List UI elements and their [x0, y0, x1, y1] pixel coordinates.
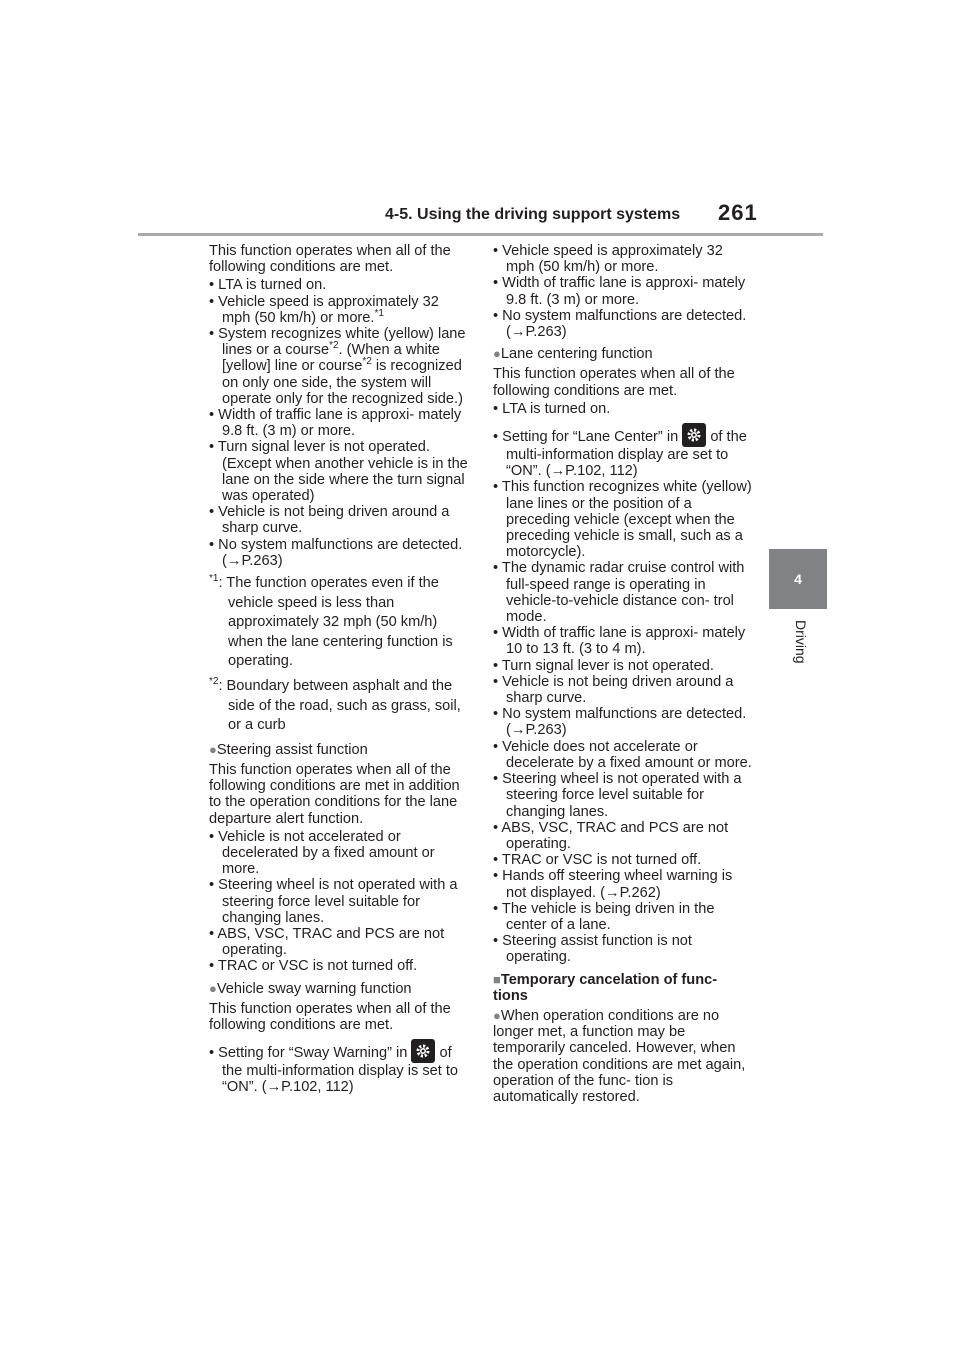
section-heading: ●Vehicle sway warning function — [209, 980, 412, 997]
bullet-circle-icon: ● — [493, 1007, 501, 1023]
list-item: • Steering wheel is not operated with a steering force level suitable for changing lanes. — [493, 771, 742, 820]
list-item: • Steering assist function is not operating. — [493, 933, 692, 966]
list-item: • System recognizes white (yellow) lane lines or a course$^{*2}$. (When a white [yellow] line or course$^{*2}$ is recognized on only one side, the system will operate only for the recognized side.) — [209, 326, 466, 407]
list-item: • The vehicle is being driven in the center of a lane. — [493, 900, 715, 933]
page-number: 261 — [718, 200, 758, 225]
right-column — [493, 243, 755, 1109]
footnote: $^{*2}$: Boundary between asphalt and the side of the road, such as grass, soil, or a curb — [209, 676, 461, 734]
list-item: • TRAC or VSC is not turned off. — [209, 958, 418, 975]
list-item: • Vehicle does not accelerate or decelerate by a fixed amount or more. — [493, 738, 752, 771]
paragraph: This function operates when all of the following conditions are met. — [209, 1000, 451, 1034]
section-heading: ■Temporary cancelation of func- tions — [493, 971, 718, 1004]
paragraph: This function operates when all of the following conditions are met in addition to the operation conditions for the lane departure alert function. — [209, 762, 460, 827]
list-item: • Vehicle is not being driven around a sharp curve. — [209, 504, 450, 537]
list-item: • LTA is turned on. — [209, 277, 327, 294]
list-item: • Hands off steering wheel warning is not displayed. (→P.262) — [493, 868, 733, 901]
list-item: • No system malfunctions are detected. (→P.263) — [493, 307, 747, 341]
paragraph: This function operates when all of the following conditions are met. — [209, 243, 451, 276]
paragraph: This function operates when all of the following conditions are met. — [493, 366, 735, 399]
list-item: • Turn signal lever is not operated. (Except when another vehicle is in the lane on the side where the turn signal was operated) — [209, 439, 468, 505]
list-item: • Width of traffic lane is approxi- mately 10 to 13 ft. (3 to 4 m). — [493, 625, 746, 658]
list-item: • No system malfunctions are detected. (→P.263) — [209, 536, 463, 569]
list-item: • LTA is turned on. — [493, 400, 611, 417]
list-item: • Setting for “Lane Center” in of the multi-information display are set to “ON”. (→P.102, 112) — [493, 423, 755, 479]
section-heading: ●Lane centering function — [493, 346, 653, 363]
chapter-label: Driving — [793, 620, 809, 664]
list-item: • The dynamic radar cruise control with full-speed range is operating in vehicle-to-vehicle distance con- trol mode. — [493, 560, 745, 626]
list-item: • TRAC or VSC is not turned off. — [493, 852, 702, 869]
list-item: • ABS, VSC, TRAC and PCS are not operating. — [209, 926, 445, 959]
bullet-circle-icon: ● — [209, 741, 217, 757]
section-heading: ●Steering assist function — [209, 741, 368, 758]
square-bullet-icon: ■ — [493, 971, 501, 987]
list-item: • Vehicle speed is approximately 32 mph (50 km/h) or more. — [493, 243, 723, 276]
list-item: • Width of traffic lane is approxi- mately 9.8 ft. (3 m) or more. — [209, 407, 462, 440]
list-item: • Vehicle is not accelerated or decelerated by a fixed amount or more. — [209, 828, 435, 878]
list-item: • Setting for “Sway Warning” in of the multi-information display is set to “ON”. (→P.102, 112) — [209, 1039, 469, 1095]
footnote: $^{*1}$: The function operates even if the vehicle speed is less than approximately 32 mph (50 km/h) when the lane centering function is operating. — [209, 573, 453, 670]
list-item: • This function recognizes white (yellow) lane lines or the position of a preceding vehicle (except when the preceding vehicle is small, such as a motorcycle). — [493, 479, 752, 561]
list-item: • Steering wheel is not operated with a steering force level suitable for changing lanes. — [209, 877, 458, 926]
list-item: • Vehicle speed is approximately 32 mph (50 km/h) or more.$^{*1}$ — [209, 293, 439, 326]
left-column — [209, 243, 469, 1096]
list-item: • No system malfunctions are detected. (→P.263) — [493, 706, 747, 739]
list-item: • Width of traffic lane is approxi- mately 9.8 ft. (3 m) or more. — [493, 275, 746, 308]
section-header: 4-5. Using the driving support systems — [385, 206, 681, 223]
bullet-circle-icon: ● — [209, 980, 217, 996]
header-divider — [138, 233, 823, 236]
list-item: • ABS, VSC, TRAC and PCS are not operating. — [493, 819, 729, 852]
bullet-circle-icon: ● — [493, 346, 501, 362]
gear-icon — [411, 1039, 435, 1063]
gear-icon — [682, 423, 706, 447]
list-item: • Vehicle is not being driven around a sharp curve. — [493, 673, 734, 707]
list-item: • Turn signal lever is not operated. — [493, 657, 714, 674]
paragraph: ●When operation conditions are no longer met, a function may be temporarily canceled. However, when the operation conditions are met again, operation of the func- tion is automatically restored. — [493, 1007, 746, 1105]
chapter-tab: 4 — [769, 549, 827, 609]
